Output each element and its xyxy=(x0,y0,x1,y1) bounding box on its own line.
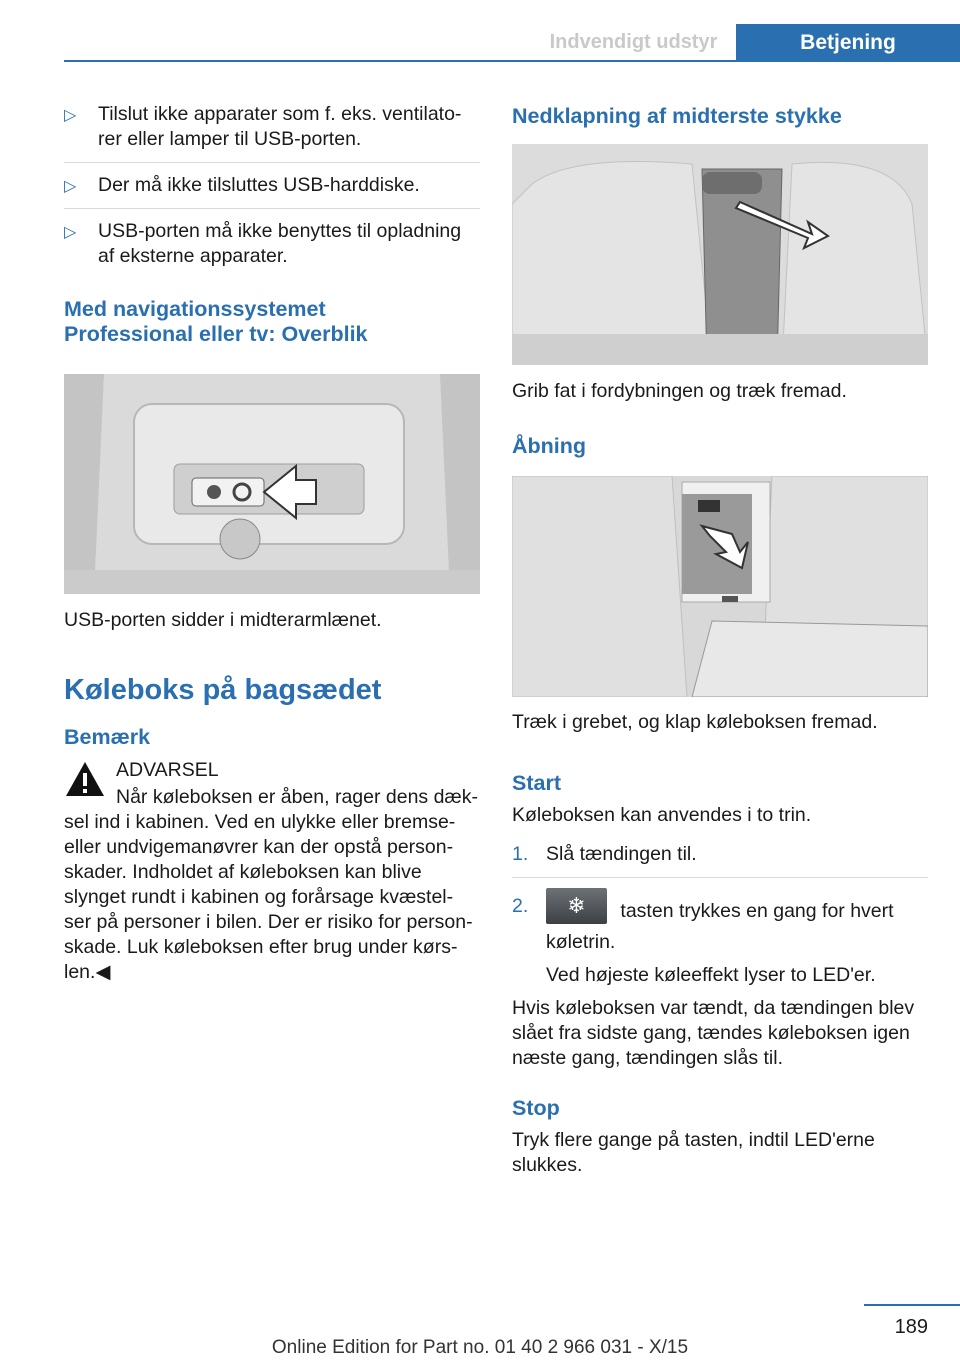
start-paragraph: Hvis køleboksen var tændt, da tændingen blev slået fra sidste gang, tændes køleboksen igen næste gang, tændingen slås til. xyxy=(512,997,915,1069)
bullet-item xyxy=(64,219,480,269)
step-divider xyxy=(512,877,928,878)
step-item xyxy=(512,888,928,955)
edition-footer: Online Edition for Part no. 01 40 2 966 031 - X/15 xyxy=(271,1337,689,1358)
main-heading: Køleboks på bagsædet xyxy=(64,674,382,706)
usb-port-illustration xyxy=(64,374,480,594)
fold-caption: Grib fat i fordybningen og træk fremad. xyxy=(512,380,847,402)
right-column xyxy=(512,96,928,1178)
stop-paragraph: Tryk flere gange på tasten, indtil LED'erne slukkes. xyxy=(512,1129,875,1176)
snowflake-button[interactable] xyxy=(546,888,607,924)
fold-image xyxy=(512,144,928,365)
step-text: Slå tændingen til. xyxy=(546,843,697,865)
step-text: tasten trykkes en gang for hvert køletrin. xyxy=(546,900,894,953)
step-note-text: Ved højeste køleeffekt lyser to LED'er. xyxy=(546,964,876,986)
bullet-item xyxy=(64,173,480,198)
bullet-triangle-icon: ▷ xyxy=(64,178,77,195)
bullet-divider xyxy=(64,162,480,163)
bullet-text: Tilslut ikke apparater som f. eks. ventilato‐rer eller lamper til USB-porten. xyxy=(98,103,462,150)
fold-heading: Nedklapning af midterste stykke xyxy=(512,104,842,128)
header-tab-section[interactable]: Indvendigt udstyr xyxy=(531,24,736,60)
note-heading: Bemærk xyxy=(64,725,151,749)
footer-rule xyxy=(864,1304,960,1306)
usb-caption: USB-porten sidder i midterarmlænet. xyxy=(64,609,382,631)
step-number: 2. xyxy=(512,895,529,917)
usb-port-image xyxy=(64,374,480,594)
header-rule xyxy=(64,60,960,62)
warning-first-line: Når køleboksen er åben, rager dens dæk‐ xyxy=(116,786,479,808)
nav-heading-line1: Med navigationssystemet xyxy=(64,297,326,321)
step-note xyxy=(512,963,928,988)
nav-heading-line2: Professional eller tv: Overblik xyxy=(64,322,368,346)
bullet-text: Der må ikke tilsluttes USB-harddiske. xyxy=(98,174,420,196)
start-heading: Start xyxy=(512,771,561,795)
open-image xyxy=(512,476,928,697)
stop-heading: Stop xyxy=(512,1096,560,1120)
left-column xyxy=(64,96,480,985)
step-item xyxy=(512,842,928,867)
start-steps xyxy=(512,842,928,988)
bullet-text: USB-porten må ikke benyttes til opladning af eksterne apparater. xyxy=(98,220,462,267)
bullet-item xyxy=(64,102,480,152)
nav-heading xyxy=(64,297,480,347)
start-intro: Køleboksen kan anvendes i to trin. xyxy=(512,804,812,826)
seat-fold-illustration xyxy=(512,144,928,365)
open-caption: Træk i grebet, og klap køleboksen fremad. xyxy=(512,711,878,733)
step-number: 1. xyxy=(512,843,529,865)
warning-text: sel ind i kabinen. Ved en ulykke eller bremse‐ eller undvigemanøvrer kan der opstå person‐skader. Indholdet af køleboksen kan blive slynget rundt i kabinen og forårsage kvæstel‐ser på personer i bilen. Der er risiko for person‐skade. Luk køleboksen efter brug under kørs‐len.◀ xyxy=(64,811,473,983)
bullet-triangle-icon: ▷ xyxy=(64,107,77,124)
bullet-divider xyxy=(64,208,480,209)
page-number: 189 xyxy=(894,1316,928,1338)
warning-block xyxy=(64,758,480,810)
bullet-triangle-icon: ▷ xyxy=(64,224,77,241)
header-tab-active[interactable]: Betjening xyxy=(736,24,960,62)
warning-triangle-icon xyxy=(64,760,106,803)
open-heading: Åbning xyxy=(512,434,587,458)
snowflake-icon: ❄ xyxy=(567,893,586,918)
coolbox-open-illustration xyxy=(512,476,928,697)
warning-label: ADVARSEL xyxy=(116,759,219,781)
